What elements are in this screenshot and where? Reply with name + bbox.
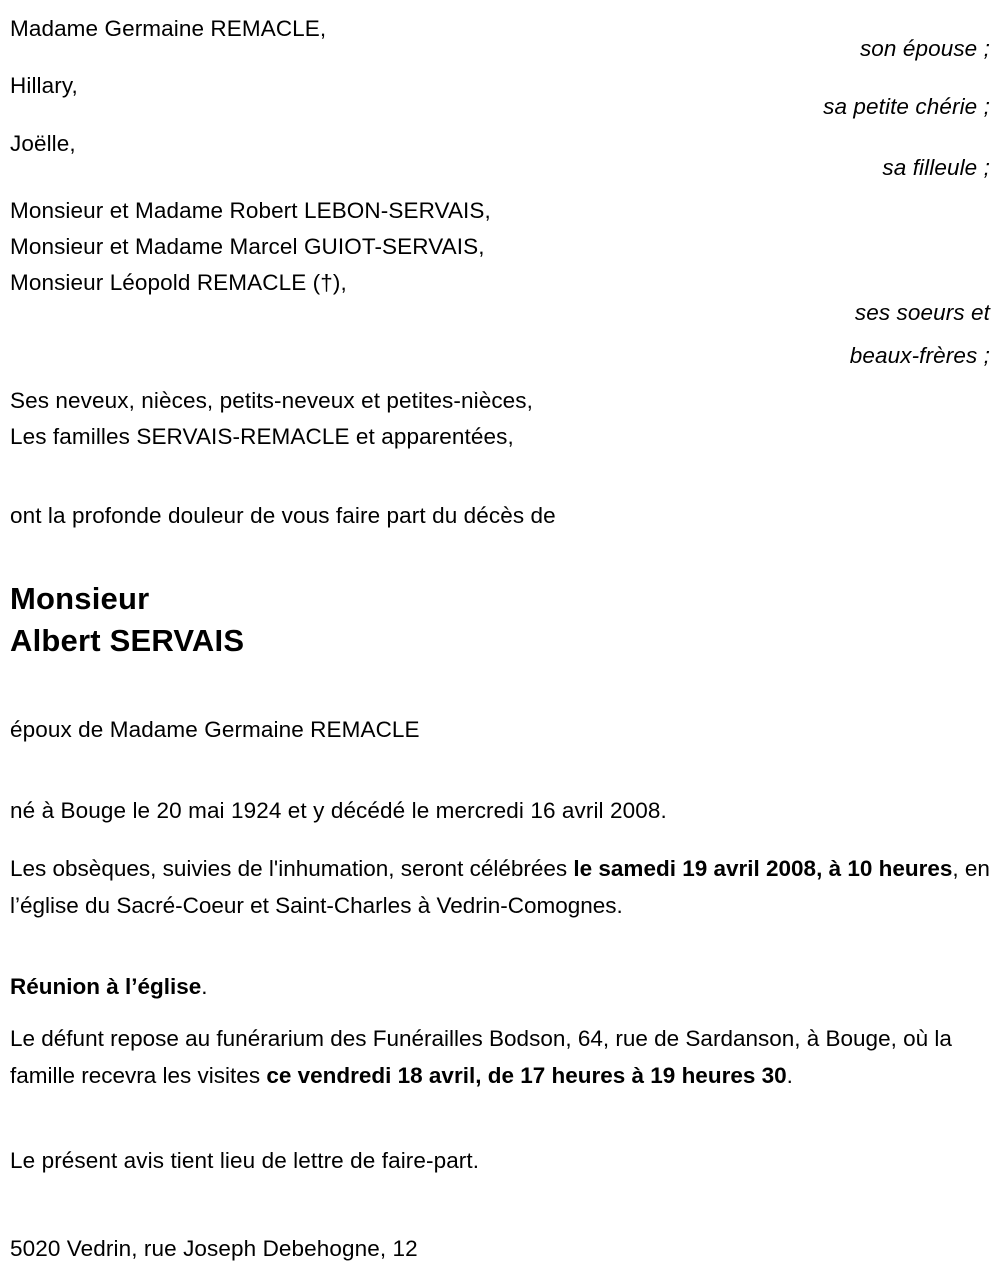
extended-family-line-0: Ses neveux, nièces, petits-neveux et petites-nièces, — [10, 388, 533, 413]
visitation-time-bold: ce vendredi 18 avril, de 17 heures à 19 heures 30 — [266, 1063, 787, 1088]
sibling-name-0: Monsieur et Madame Robert LEBON-SERVAIS, — [10, 198, 491, 223]
gathering-line — [10, 968, 992, 1005]
sibling-name-1: Monsieur et Madame Marcel GUIOT-SERVAIS, — [10, 234, 485, 259]
deceased-spouse-line: époux de Madame Germaine REMACLE — [10, 717, 420, 742]
funeral-text-part2: , en l’église du Sacré-Coeur et Saint-Charles à Vedrin-Comognes. — [10, 856, 990, 918]
siblings-relation-line-2: beaux-frères ; — [849, 343, 990, 368]
relative-relation-1: sa petite chérie ; — [823, 94, 990, 119]
relative-relation-0: son épouse ; — [859, 36, 990, 61]
relative-relation-2: sa filleule ; — [882, 155, 990, 180]
life-dates: né à Bouge le 20 mai 1924 et y décédé le mercredi 16 avril 2008. — [10, 798, 667, 823]
relative-name-2: Joëlle, — [10, 131, 76, 156]
visitation-paragraph — [10, 1020, 992, 1094]
relative-name-1: Hillary, — [10, 73, 78, 98]
funeral-date-bold: le samedi 19 avril 2008, à 10 heures — [573, 856, 953, 881]
visitation-text-part2: . — [786, 1063, 793, 1088]
siblings-relation-line-1: ses soeurs et — [854, 300, 990, 325]
sibling-name-2: Monsieur Léopold REMACLE (†), — [10, 270, 347, 295]
address-line: 5020 Vedrin, rue Joseph Debehogne, 12 — [10, 1236, 418, 1261]
visitation-text-part1: Le défunt repose au funérarium des Funérailles Bodson, 64, rue de Sardanson, à Bouge, où la famille recevra les visites — [10, 1026, 952, 1088]
notice-line: Le présent avis tient lieu de lettre de faire-part. — [10, 1148, 480, 1173]
deceased-title: Monsieur — [10, 581, 150, 616]
gathering-tail: . — [201, 974, 208, 999]
extended-family-line-1: Les familles SERVAIS-REMACLE et apparentées, — [10, 424, 514, 449]
relative-name-0: Madame Germaine REMACLE, — [10, 16, 327, 41]
funeral-paragraph — [10, 850, 992, 924]
funeral-text-part1: Les obsèques, suivies de l'inhumation, seront célébrées — [10, 856, 574, 881]
deceased-name: Albert SERVAIS — [10, 623, 245, 658]
gathering-bold: Réunion à l’église — [10, 974, 202, 999]
announcement-intro: ont la profonde douleur de vous faire part du décès de — [10, 503, 556, 528]
